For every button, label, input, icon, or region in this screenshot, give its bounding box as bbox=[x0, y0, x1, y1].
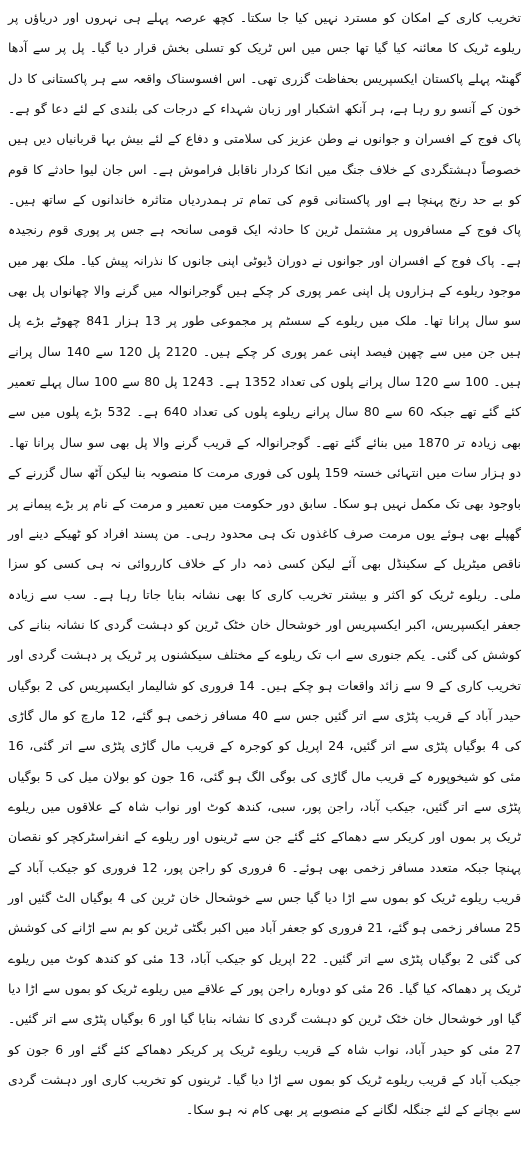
article-body-text: تخریب کاری کے امکان کو مسترد نہیں کیا جا سکتا۔ کچھ عرصہ پہلے ہی نہروں اور دریاؤں پر ریلوے ٹریک کا معائنہ کیا گیا تھا جس میں اس ٹریک کو تسلی بخش قرار دیا گیا۔ پل پر سے آدھا گھنٹہ پہلے پاکستان ایکسپریس بحفاظت گزری تھی۔ اس افسوسناک واقعہ سے ہر پاکستانی کا دل خون کے آنسو رو رہا ہے، ہر آنکھ اشکبار اور زبان شہداء کے درجات کی بلندی کے لئے دعا گو ہے۔ پاک فوج کے افسران و جوانوں نے وطن عزیز کی سلامتی و دفاع کے لئے بیش بہا قربانیاں دیں ہیں خصوصاً دہشتگردی کے خلاف جنگ میں انکا کردار ناقابل فراموش ہے۔ اس جان لیوا حادثے کا قوم کو بے حد رنج پہنچا ہے اور پاکستانی قوم کی تمام تر ہمدردیاں متاثرہ خاندانوں کے ساتھ ہیں۔ پاک فوج کے مسافروں پر مشتمل ٹرین کا حادثہ ایک قومی سانحہ ہے جس پر پوری قوم رنجیدہ ہے۔ پاک فوج کے افسران اور جوانوں نے دوران ڈیوٹی اپنی جانوں کا نذرانہ پیش کیا۔ ملک بھر میں موجود ریلوے کے ہزاروں پل اپنی عمر پوری کر چکے ہیں گوجرانوالہ میں گرنے والا چھانواں پل بھی سو سال پرانا تھا۔ ملک میں ریلوے کے سسٹم پر مجموعی طور پر 13 ہزار 841 چھوٹے بڑے پل ہیں جن میں سے چھپن فیصد اپنی عمر پوری کر چکے ہیں۔ 2120 پل 120 سے 140 سال پرانے ہیں۔ 100 سے 120 سال پرانے پلوں کی تعداد 1352 ہے۔ 1243 پل 80 سے 100 سال پہلے تعمیر کئے گئے تھے جبکہ 60 سے 80 سال پرانے ریلوے پلوں کی تعداد 640 ہے۔ 532 بڑے پلوں میں سے بھی زیادہ تر 1870 میں بنائے گئے تھے۔ گوجرانوالہ کے قریب گرنے والا پل بھی سو سال پرانا تھا۔ دو ہزار سات میں انتہائی خستہ 159 پلوں کی فوری مرمت کا منصوبہ بنا لیکن آٹھ سال گزرنے کے باوجود بھی تک مکمل نہیں ہو سکا۔ سابق دور حکومت میں تعمیر و مرمت کے نام پر بڑے پیمانے پر گھپلے بھی ہوئے یوں مرمت صرف کاغذوں تک ہی محدود رہی۔ من پسند افراد کو ٹھیکے دینے اور ناقص میٹریل کے سکینڈل بھی آئے لیکن کسی ذمہ دار کے خلاف کارروائی نہ ہی کسی کو سزا ملی۔ ریلوے ٹریک کو اکثر و بیشتر تخریب کاری کا بھی نشانہ بنایا جاتا رہا ہے۔ سب سے زیادہ جعفر ایکسپریس، اکبر ایکسپریس اور خوشحال خان خٹک ٹرین کو دہشت گردی کا نشانہ بنانے کی کوشش کی گئی۔ یکم جنوری سے اب تک ریلوے کے مختلف سیکشنوں پر ٹریک پر دہشت گردی اور تخریب کاری کے 9 سے زائد واقعات ہو چکے ہیں۔ 14 فروری کو شالیمار ایکسپریس کی 2 بوگیاں حیدر آباد کے قریب پٹڑی سے اتر گئیں جس سے 40 مسافر زخمی ہو گئے، 12 مارچ کو مال گاڑی کی 4 بوگیاں پٹڑی سے اتر گئیں، 24 اپریل کو کوجرہ کے قریب مال گاڑی پٹڑی سے اتر گئی، 16 مئی کو شیخوپورہ کے قریب مال گاڑی کی بوگی الگ ہو گئی، 16 جون کو بولان میل کی 5 بوگیاں پٹڑی سے اتر گئیں، جیکب آباد، راجن پور، سبی، کندھ کوٹ اور نواب شاہ کے علاقوں میں ریلوے ٹریک پر بموں اور کریکر سے دھماکے کئے گئے جن سے ٹرینوں اور ریلوے کے انفراسٹرکچر کو نقصان پہنچا جبکہ متعدد مسافر زخمی بھی ہوئے۔ 6 فروری کو راجن پور، 12 فروری کو جیکب آباد کے قریب ریلوے ٹریک کو بموں سے اڑا دیا گیا جس سے خوشحال خان ٹرین کی 4 بوگیاں الٹ گئیں اور 25 مسافر زخمی ہو گئے، 21 فروری کو جعفر آباد میں اکبر بگٹی ٹرین کو بم سے اڑانے کی کوشش کی گئی 2 بوگیاں پٹڑی سے اتر گئیں۔ 22 اپریل کو جیکب آباد، 13 مئی کو کندھ کوٹ میں ریلوے ٹریک پر دھماکہ کیا گیا۔ 26 مئی کو دوبارہ راجن پور کے علاقے میں ریلوے ٹریک کو بموں سے اڑا دیا گیا اور خوشحال خان خٹک ٹرین کو دہشت گردی کا نشانہ بنایا گیا اور 6 بوگیاں پٹڑی سے اتر گئیں۔ 27 مئی کو حیدر آباد، نواب شاہ کے قریب ریلوے ٹریک پر کریکر دھماکے کئے گئے اور 6 جون کو جیکب آباد کے قریب ریلوے ٹریک کو بموں سے اڑا دیا گیا۔ ٹرینوں کو تخریب کاری اور دہشت گردی سے بچانے کے لئے جنگلہ لگانے کے منصوبے پر بھی کام نہ ہو سکا۔ bbox=[8, 10, 522, 1118]
